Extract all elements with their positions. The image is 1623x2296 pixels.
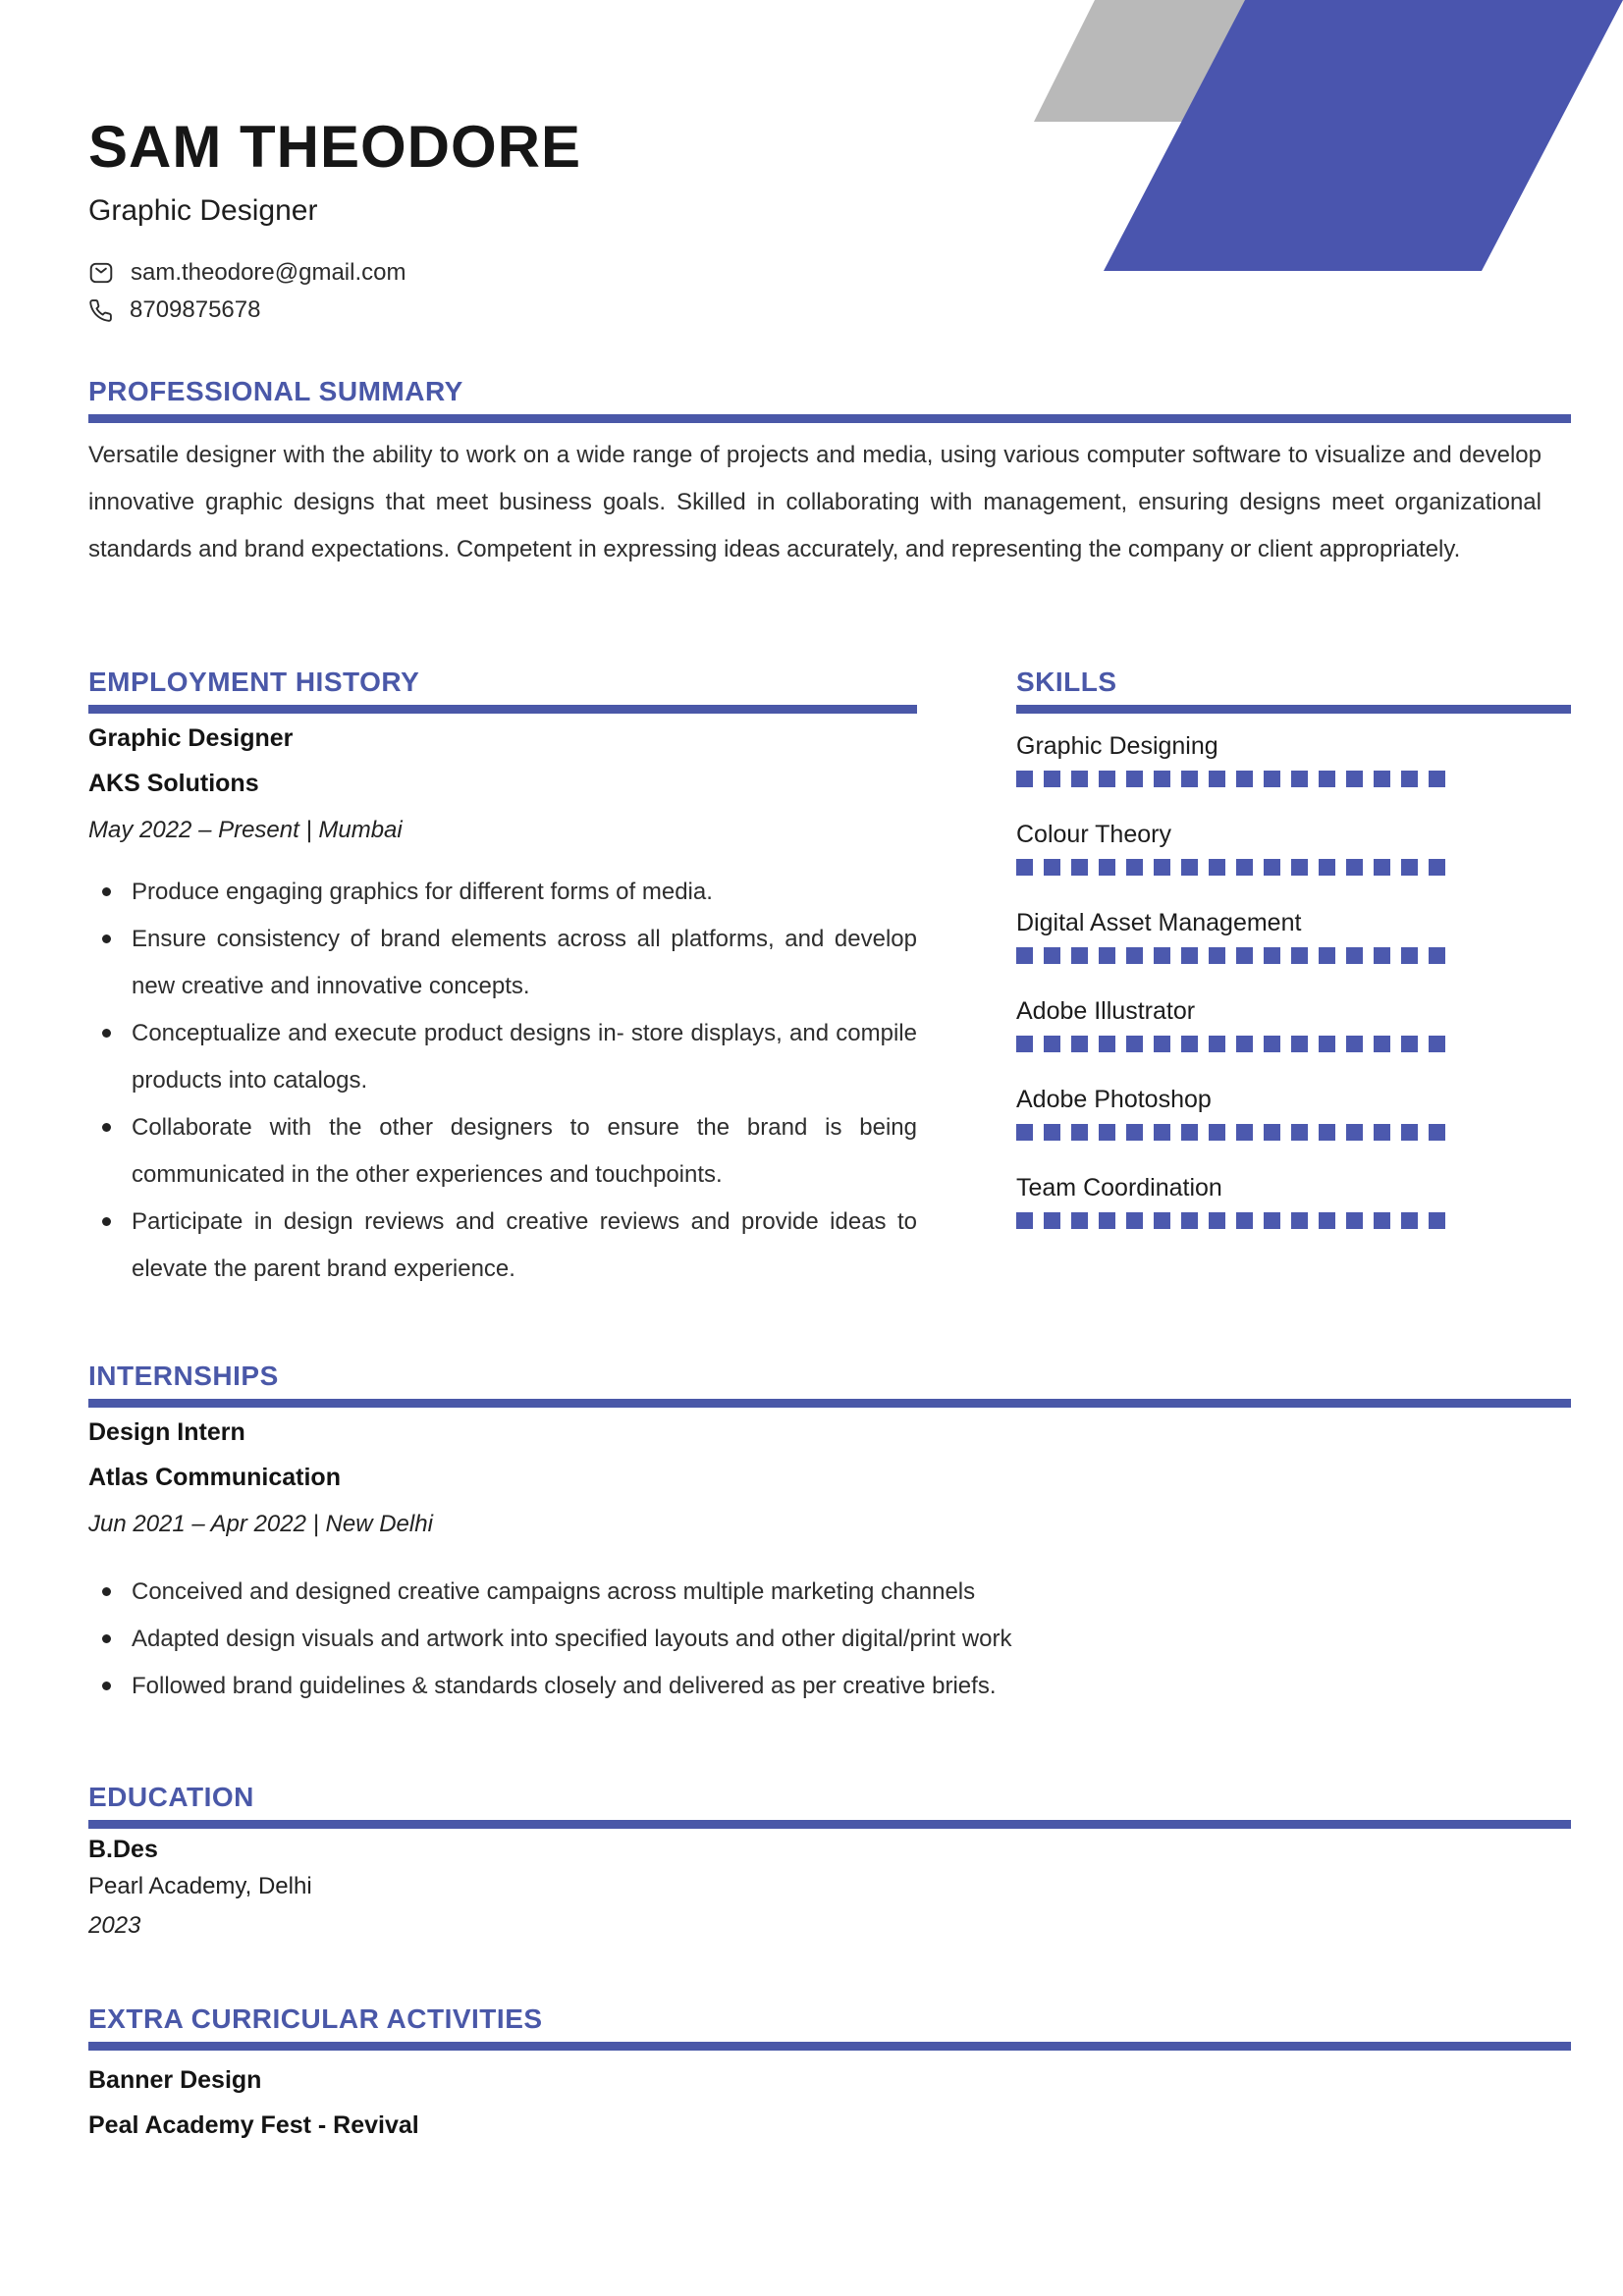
section-rule [88, 1399, 1571, 1408]
section-heading-skills: SKILLS [1016, 667, 1117, 697]
skill-square [1099, 1124, 1115, 1141]
skill-item [1016, 820, 1571, 876]
skill-square [1126, 1212, 1143, 1229]
skill-square [1291, 859, 1308, 876]
education-school: Pearl Academy, Delhi [88, 1873, 312, 1899]
skill-square [1044, 1036, 1060, 1052]
skill-square [1236, 771, 1253, 787]
skill-square [1071, 1212, 1088, 1229]
skill-square [1209, 1036, 1225, 1052]
skill-square [1346, 771, 1363, 787]
skill-name: Colour Theory [1016, 821, 1171, 848]
skill-square [1346, 1212, 1363, 1229]
skill-square [1346, 859, 1363, 876]
skill-square [1016, 859, 1033, 876]
email-row [88, 257, 1571, 289]
skill-square [1319, 947, 1335, 964]
skill-square [1374, 1212, 1390, 1229]
skill-square [1319, 1212, 1335, 1229]
skill-square [1401, 1212, 1418, 1229]
section-rule [88, 705, 917, 714]
bullet-item: Followed brand guidelines & standards closely and delivered as per creative briefs. [88, 1663, 1571, 1710]
skill-square [1429, 1212, 1445, 1229]
skill-square [1346, 947, 1363, 964]
section-internships [88, 1360, 1571, 1710]
skill-square [1044, 859, 1060, 876]
candidate-name: SAM THEODORE [88, 114, 582, 180]
skill-square [1264, 1212, 1280, 1229]
bullet-item: Ensure consistency of brand elements across all platforms, and develop new creative and innovative concepts. [88, 916, 917, 1010]
skill-square [1016, 1036, 1033, 1052]
skill-square [1401, 859, 1418, 876]
skill-square [1264, 859, 1280, 876]
skills-column [1016, 666, 1571, 1293]
summary-text: Versatile designer with the ability to work on a wide range of projects and media, using various computer software to visualize and develop innovative graphic designs that meet business goals. Skilled in collaborating with management, ensuring designs meet organizational standards and brand expectations. Competent in expressing ideas accurately, and representing the company or client appropriately. [88, 442, 1542, 562]
skill-item [1016, 996, 1571, 1052]
phone-row [88, 294, 1571, 326]
skill-square [1291, 1036, 1308, 1052]
phone-value: 8709875678 [130, 296, 261, 323]
section-extra-curricular [88, 2002, 1571, 2141]
section-heading-extra-curricular: EXTRA CURRICULAR ACTIVITIES [88, 2003, 543, 2034]
mail-icon [88, 260, 114, 286]
employment-job-title: Graphic Designer [88, 724, 294, 752]
resume-header [88, 114, 1571, 326]
skill-item [1016, 1173, 1571, 1229]
skill-square [1181, 1036, 1198, 1052]
skill-square [1236, 947, 1253, 964]
skill-square [1154, 1212, 1170, 1229]
skill-square [1236, 1036, 1253, 1052]
section-rule [1016, 705, 1571, 714]
skill-square [1126, 1124, 1143, 1141]
bullet-item: Conceived and designed creative campaigns across multiple marketing channels [88, 1569, 1571, 1616]
internship-job-title: Design Intern [88, 1418, 245, 1446]
skill-square [1154, 771, 1170, 787]
section-heading-professional-summary: PROFESSIONAL SUMMARY [88, 376, 463, 406]
section-employment-history [88, 666, 917, 1293]
skill-square [1291, 1212, 1308, 1229]
skill-square [1099, 947, 1115, 964]
skill-square [1264, 771, 1280, 787]
internship-dates-location: Jun 2021 – Apr 2022 | New Delhi [88, 1511, 433, 1537]
skill-square [1236, 1212, 1253, 1229]
skill-square [1264, 1124, 1280, 1141]
skill-square [1319, 1036, 1335, 1052]
section-education [88, 1781, 1571, 1944]
skill-square [1291, 771, 1308, 787]
skill-square [1374, 1124, 1390, 1141]
skill-square [1181, 771, 1198, 787]
bullet-item: Adapted design visuals and artwork into specified layouts and other digital/print work [88, 1616, 1571, 1663]
two-column-area [88, 666, 1571, 1293]
skill-square [1154, 947, 1170, 964]
skill-square [1044, 1212, 1060, 1229]
skill-square [1374, 947, 1390, 964]
skill-square [1209, 1124, 1225, 1141]
employment-column [88, 666, 917, 1293]
skill-item [1016, 731, 1571, 787]
skill-square [1099, 859, 1115, 876]
email-value: sam.theodore@gmail.com [131, 259, 406, 286]
skill-name: Adobe Photoshop [1016, 1086, 1212, 1113]
skill-square [1181, 859, 1198, 876]
skill-square [1016, 947, 1033, 964]
skill-square [1209, 947, 1225, 964]
skill-level-squares [1016, 1036, 1571, 1052]
skill-name: Adobe Illustrator [1016, 997, 1196, 1025]
skill-level-squares [1016, 771, 1571, 787]
skill-level-squares [1016, 1212, 1571, 1229]
section-professional-summary [88, 375, 1571, 573]
skill-name: Digital Asset Management [1016, 909, 1302, 936]
skill-square [1126, 771, 1143, 787]
employment-dates-location: May 2022 – Present | Mumbai [88, 817, 403, 843]
education-degree: B.Des [88, 1836, 158, 1863]
skill-name: Graphic Designing [1016, 732, 1218, 760]
section-rule [88, 414, 1571, 423]
section-heading-employment-history: EMPLOYMENT HISTORY [88, 667, 420, 697]
skill-square [1319, 1124, 1335, 1141]
employment-bullets [88, 869, 917, 1293]
skill-square [1016, 1124, 1033, 1141]
skill-square [1181, 1212, 1198, 1229]
skill-square [1429, 859, 1445, 876]
skill-square [1429, 1124, 1445, 1141]
skill-square [1181, 947, 1198, 964]
skill-square [1429, 1036, 1445, 1052]
skill-square [1236, 859, 1253, 876]
education-year: 2023 [88, 1912, 141, 1939]
skill-square [1126, 1036, 1143, 1052]
skill-square [1319, 771, 1335, 787]
skill-square [1236, 1124, 1253, 1141]
extra-activity: Peal Academy Fest - Revival [88, 2111, 419, 2139]
skill-item [1016, 1085, 1571, 1141]
skill-level-squares [1016, 1124, 1571, 1141]
extra-activity: Banner Design [88, 2066, 262, 2094]
skill-square [1374, 859, 1390, 876]
skill-square [1401, 947, 1418, 964]
skill-square [1071, 859, 1088, 876]
skill-name: Team Coordination [1016, 1174, 1222, 1201]
skill-square [1429, 947, 1445, 964]
phone-icon [88, 298, 113, 323]
skill-square [1044, 771, 1060, 787]
skill-square [1401, 1124, 1418, 1141]
section-rule [88, 1820, 1571, 1829]
skills-list [1016, 731, 1571, 1229]
skill-square [1429, 771, 1445, 787]
skill-square [1209, 771, 1225, 787]
skill-square [1154, 1036, 1170, 1052]
skill-square [1044, 947, 1060, 964]
skill-square [1319, 859, 1335, 876]
section-skills [1016, 666, 1571, 1229]
skill-square [1264, 947, 1280, 964]
section-heading-internships: INTERNSHIPS [88, 1361, 279, 1391]
skill-square [1126, 947, 1143, 964]
section-rule [88, 2042, 1571, 2051]
skill-square [1154, 859, 1170, 876]
candidate-job-title: Graphic Designer [88, 194, 318, 227]
skill-square [1071, 947, 1088, 964]
contact-info [88, 257, 1571, 326]
skill-square [1126, 859, 1143, 876]
skill-square [1291, 1124, 1308, 1141]
skill-square [1071, 771, 1088, 787]
skill-square [1016, 771, 1033, 787]
skill-square [1401, 771, 1418, 787]
skill-square [1346, 1124, 1363, 1141]
skill-square [1099, 1036, 1115, 1052]
skill-square [1181, 1124, 1198, 1141]
skill-square [1401, 1036, 1418, 1052]
skill-square [1154, 1124, 1170, 1141]
skill-square [1071, 1036, 1088, 1052]
internship-bullets [88, 1569, 1571, 1710]
skill-square [1209, 1212, 1225, 1229]
internship-company: Atlas Communication [88, 1464, 341, 1491]
skill-item [1016, 908, 1571, 964]
employment-company: AKS Solutions [88, 770, 259, 797]
skill-square [1044, 1124, 1060, 1141]
skill-square [1374, 1036, 1390, 1052]
skill-square [1346, 1036, 1363, 1052]
bullet-item: Participate in design reviews and creative reviews and provide ideas to elevate the parent brand experience. [88, 1199, 917, 1293]
skill-square [1099, 771, 1115, 787]
skill-square [1099, 1212, 1115, 1229]
section-heading-education: EDUCATION [88, 1782, 254, 1812]
bullet-item: Produce engaging graphics for different forms of media. [88, 869, 917, 916]
skill-square [1016, 1212, 1033, 1229]
skill-level-squares [1016, 947, 1571, 964]
skill-level-squares [1016, 859, 1571, 876]
bullet-item: Conceptualize and execute product designs in- store displays, and compile products into catalogs. [88, 1010, 917, 1104]
skill-square [1209, 859, 1225, 876]
skill-square [1071, 1124, 1088, 1141]
bullet-item: Collaborate with the other designers to ensure the brand is being communicated in the other experiences and touchpoints. [88, 1104, 917, 1199]
skill-square [1291, 947, 1308, 964]
skill-square [1264, 1036, 1280, 1052]
skill-square [1374, 771, 1390, 787]
